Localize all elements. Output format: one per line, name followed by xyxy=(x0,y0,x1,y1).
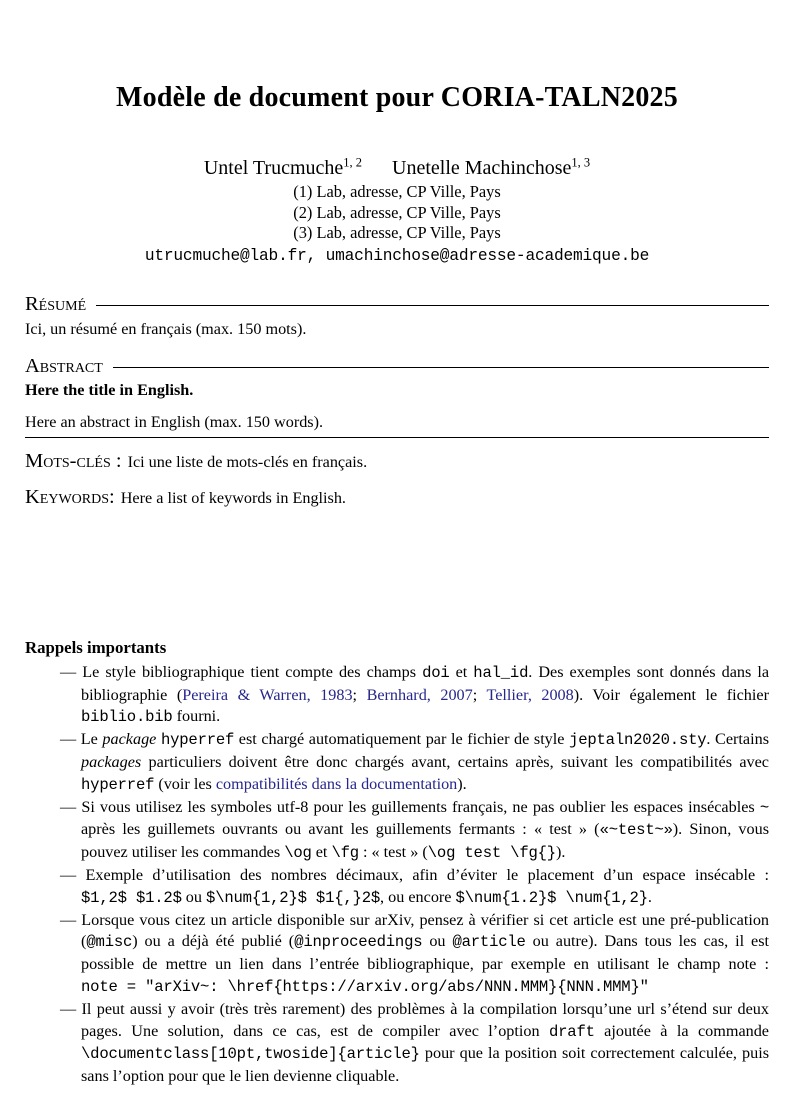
text-segment: draft xyxy=(548,1022,595,1041)
text-segment: Si vous utilisez les symboles utf-8 pour les guillements français, ne pas oublier les espaces insécables xyxy=(81,797,760,816)
text-segment: particuliers doivent être donc chargés avant, certains après, suivant les compatibilités avec xyxy=(141,753,769,772)
abstract-text: Here an abstract in English (max. 150 words). xyxy=(25,412,769,438)
list-item-body xyxy=(81,1000,769,1085)
english-title: Here the title in English. xyxy=(25,381,194,400)
abstract-label: Abstract xyxy=(25,355,103,378)
author-2-affiliation-marks: 1, 3 xyxy=(571,155,591,170)
text-segment: . Des exemples sont donnés dans la bibliographie ( xyxy=(81,662,769,704)
dash-bullet: — xyxy=(60,866,86,885)
text-segment: hyperref xyxy=(160,731,235,750)
section-heading-rappels-importants: Rappels importants xyxy=(25,637,167,657)
text-segment: ) ou a déjà été publié ( xyxy=(132,932,295,951)
list-item-body xyxy=(81,730,769,793)
text-segment: note = "arXiv~: \href{https://arxiv.org/abs/NNN.MMM}{NNN.MMM}" xyxy=(81,978,649,997)
text-segment: $1,2$ $1.2$ xyxy=(81,888,182,907)
author-2-name: Unetelle Machinchose xyxy=(392,157,572,179)
abstract-rule xyxy=(113,367,769,368)
text-segment: Le xyxy=(80,730,103,749)
mots-cles-text: Ici une liste de mots-clés en français. xyxy=(127,452,368,471)
text-segment: ; xyxy=(352,685,367,704)
list-item xyxy=(60,910,769,999)
author-2 xyxy=(392,156,590,180)
resume-text: Ici, un résumé en français (max. 150 mots). xyxy=(25,319,307,338)
text-segment: ~ xyxy=(759,798,769,817)
text-segment: . Certains xyxy=(706,730,769,749)
text-segment: après les guillemets ouvrants ou avant les guillements fermants : « test » ( xyxy=(81,820,600,839)
text-segment: \og xyxy=(284,844,312,863)
text-segment: ou autre). Dans tous les cas, il est possible de mettre un lien dans l’entrée bibliographique, par exemple en utilisant le champ note : xyxy=(81,932,770,974)
text-segment: ). Voir également le fichier xyxy=(573,685,769,704)
affiliation-list xyxy=(25,182,769,244)
text-segment: package xyxy=(102,730,157,749)
affiliation-2: (2) Lab, adresse, CP Ville, Pays xyxy=(293,202,501,222)
text-segment: \documentclass[10pt,twoside]{article} xyxy=(81,1045,420,1064)
dash-bullet: — xyxy=(60,797,82,816)
text-segment: . xyxy=(647,887,652,906)
dash-bullet: — xyxy=(60,910,82,929)
rappels-list xyxy=(25,662,769,1088)
text-segment: Il peut aussi y avoir (très très rarement) des problèmes à la compilation lorsqu’une url s’étend sur deux pages. Une solution, dans ce cas, est de compiler avec l’option xyxy=(81,999,769,1040)
text-segment: Lorsque vous citez un article disponible sur arXiv, pensez à vérifier si cet article est une pré-publication ( xyxy=(81,910,770,951)
keywords-label: Keywords: xyxy=(25,485,115,508)
list-item-body xyxy=(81,911,769,995)
text-segment: (voir les xyxy=(154,774,216,793)
text-segment: biblio.bib xyxy=(81,708,173,727)
text-segment: jeptaln2020.sty xyxy=(569,731,707,750)
keywords-line xyxy=(25,485,769,510)
list-item-body xyxy=(81,866,769,906)
text-segment: ). Sinon, vous pouvez utiliser les commandes xyxy=(81,820,769,862)
resume-rule xyxy=(96,305,769,306)
text-segment: \og test \fg{} xyxy=(427,844,556,863)
text-segment: fourni. xyxy=(172,707,221,726)
inline-link[interactable]: Tellier, 2008 xyxy=(486,685,574,704)
author-1 xyxy=(204,156,362,180)
list-item xyxy=(60,999,769,1088)
resume-section-heading xyxy=(25,292,769,316)
text-segment: : « test » ( xyxy=(358,843,428,862)
list-item-body xyxy=(81,798,769,862)
inline-link[interactable]: Pereira & Warren, 1983 xyxy=(182,685,353,704)
mots-cles-line xyxy=(25,449,769,474)
inline-link[interactable]: compatibilités dans la documentation xyxy=(215,774,458,793)
text-segment: hal_id xyxy=(473,663,529,682)
author-emails: utrucmuche@lab.fr, umachinchose@adresse-academique.be xyxy=(144,246,650,265)
text-segment: packages xyxy=(81,753,142,772)
text-segment: @article xyxy=(452,933,526,952)
text-segment: pour que la position soit correctement calculée, puis sans l’option pour que le lien devienne cliquable. xyxy=(81,1044,769,1086)
list-item xyxy=(60,797,769,865)
paper-title: Modèle de document pour CORIA-TALN2025 xyxy=(116,82,678,113)
text-segment: hyperref xyxy=(81,775,155,794)
text-segment: Exemple d’utilisation des nombres décimaux, afin d’éviter le placement d’un espace insécable : xyxy=(85,866,770,885)
text-segment: $\num{1.2}$ \num{1,2} xyxy=(455,888,648,907)
text-segment: ; xyxy=(472,685,487,704)
abstract-section-heading xyxy=(25,354,769,378)
author-line xyxy=(25,156,769,180)
text-segment: \fg xyxy=(331,844,359,863)
list-item xyxy=(60,865,769,910)
author-1-name: Untel Trucmuche xyxy=(203,157,344,179)
text-segment: est chargé automatiquement par le fichier de style xyxy=(234,730,570,749)
mots-cles-label: Mots-clés : xyxy=(25,449,122,472)
text-segment: «~test~» xyxy=(599,821,673,840)
text-segment: ). xyxy=(555,843,566,862)
text-segment: $\num{1,2}$ $1{,}2$ xyxy=(206,888,381,907)
text-segment: doi xyxy=(422,663,450,682)
dash-bullet: — xyxy=(60,730,81,749)
text-segment: ou xyxy=(422,932,453,951)
list-item xyxy=(60,662,769,729)
text-segment: et xyxy=(311,843,332,862)
text-segment: Le style bibliographique tient compte des champs xyxy=(82,662,423,681)
list-item-body xyxy=(81,663,769,726)
affiliation-3: (3) Lab, adresse, CP Ville, Pays xyxy=(293,223,501,242)
text-segment: ou xyxy=(181,887,207,906)
abstract-block xyxy=(25,292,769,510)
text-segment: et xyxy=(449,662,474,681)
resume-label: Résumé xyxy=(25,292,87,315)
text-segment: @misc xyxy=(86,933,133,952)
inline-link[interactable]: Bernhard, 2007 xyxy=(366,685,473,704)
keywords-text: Here a list of keywords in English. xyxy=(120,488,346,507)
text-segment: ajoutée à la commande xyxy=(594,1021,769,1040)
text-segment: @inproceedings xyxy=(294,933,423,952)
affiliation-1: (1) Lab, adresse, CP Ville, Pays xyxy=(293,182,501,201)
dash-bullet: — xyxy=(60,662,83,681)
list-item xyxy=(60,729,769,796)
author-1-affiliation-marks: 1, 2 xyxy=(343,155,363,170)
text-segment: , ou encore xyxy=(380,887,456,906)
text-segment: ). xyxy=(457,774,467,793)
dash-bullet: — xyxy=(60,999,82,1018)
